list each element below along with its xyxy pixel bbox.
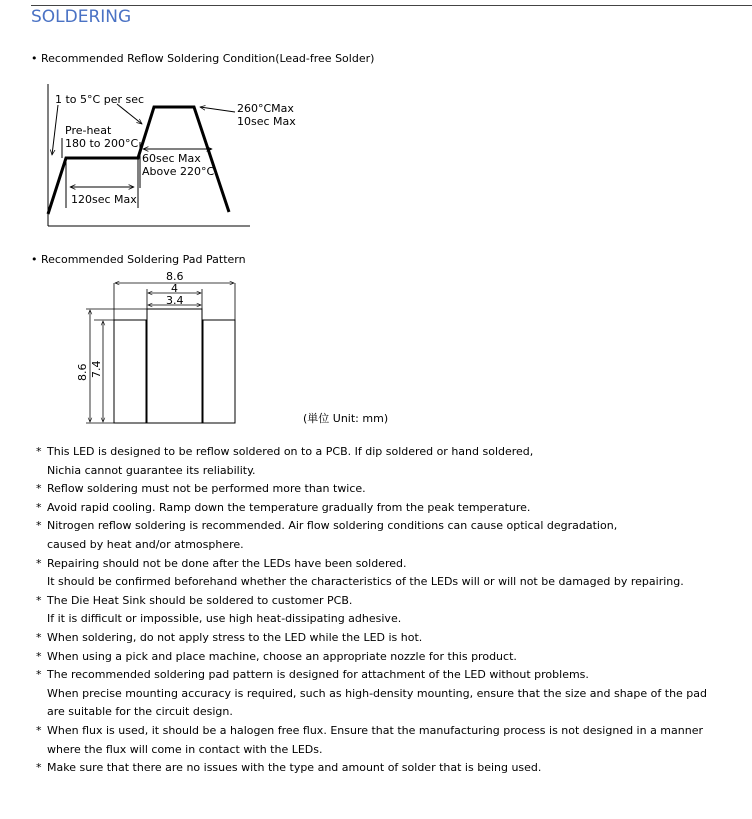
note-text: When flux is used, it should be a halogen free flux. Ensure that the manufacturing process is not designed in a manner (47, 723, 703, 737)
note-star (36, 685, 47, 704)
dim-label-inner-width: 3.4 (166, 294, 184, 307)
note-star: * (36, 630, 42, 644)
note-text: When precise mounting accuracy is required, such as high-density mounting, ensure that the size and shape of the pad (47, 686, 708, 700)
bullet-dot: • (31, 253, 38, 266)
note-text: The recommended soldering pad pattern is designed for attachment of the LED without problems. (47, 668, 589, 682)
note-text: Make sure that there are no issues with the type and amount of solder that is being used. (47, 761, 542, 775)
unit-label: (単位 Unit: mm) (303, 412, 389, 425)
note-star: * (36, 482, 42, 496)
note-star: * (36, 668, 42, 682)
note-star: * (36, 556, 42, 570)
preheat-time-label: 120sec Max (71, 193, 137, 206)
note-star: * (36, 761, 42, 775)
note-line (36, 741, 736, 760)
note-line (36, 480, 736, 499)
note-star (36, 741, 47, 760)
note-line (36, 648, 736, 667)
note-star (36, 462, 47, 481)
peak-label-1: 260°CMax (237, 102, 294, 115)
note-text: It should be confirmed beforehand whether the characteristics of the LEDs will or will not be damaged by repairing. (47, 575, 684, 589)
note-star: * (36, 445, 42, 458)
note-line (36, 517, 736, 536)
note-text: Nitrogen reflow soldering is recommended. Air flow soldering conditions can cause optical degradation, (47, 519, 618, 533)
note-line (36, 555, 736, 574)
peak-arrow (200, 107, 235, 112)
note-text: where the flux will come in contact with the LEDs. (47, 742, 323, 756)
note-line (36, 462, 736, 481)
note-star (36, 703, 47, 722)
note-star (36, 610, 47, 629)
note-star (36, 536, 47, 555)
pad-left (114, 320, 146, 423)
note-star: * (36, 723, 42, 737)
note-star (36, 573, 47, 592)
peak-label-2: 10sec Max (237, 115, 296, 128)
note-text: If it is difficult or impossible, use high heat-dissipating adhesive. (47, 612, 402, 626)
preheat-label-2: 180 to 200°C (65, 137, 139, 150)
pad-pattern-drawing (76, 270, 235, 423)
reflow-heading-text: Recommended Reflow Soldering Condition(Lead-free Solder) (41, 52, 375, 65)
note-text: are suitable for the circuit design. (47, 705, 233, 719)
note-line (36, 722, 736, 741)
note-line (36, 703, 736, 722)
note-text: Reflow soldering must not be performed more than twice. (47, 482, 366, 496)
above220-label-2: Above 220°C (142, 165, 215, 178)
note-line (36, 685, 736, 704)
note-line (36, 536, 736, 555)
note-line (36, 610, 736, 629)
dim-label-center-width: 4 (171, 282, 178, 295)
note-line (36, 499, 736, 518)
reflow-profile-chart (48, 84, 296, 226)
dim-label-pad-height: 7.4 (90, 360, 103, 378)
note-text: The Die Heat Sink should be soldered to customer PCB. (47, 593, 353, 607)
ramp-arrow-left (52, 105, 58, 155)
note-text: Avoid rapid cooling. Ramp down the temperature gradually from the peak temperature. (47, 500, 531, 514)
note-star: * (36, 593, 42, 607)
note-star: * (36, 500, 42, 514)
note-text: When using a pick and place machine, choose an appropriate nozzle for this product. (47, 649, 517, 663)
note-star: * (36, 649, 42, 663)
note-line (36, 443, 736, 462)
note-star: * (36, 519, 42, 533)
note-text: caused by heat and/or atmosphere. (47, 537, 244, 551)
section-title: SOLDERING (31, 7, 132, 27)
note-line (36, 629, 736, 648)
note-text: Nichia cannot guarantee its reliability. (47, 463, 256, 477)
note-line (36, 592, 736, 611)
pad-heading (31, 253, 246, 266)
ramp-arrow-right (117, 104, 142, 124)
note-line (36, 666, 736, 685)
note-line (36, 759, 736, 778)
pad-right (203, 320, 235, 423)
preheat-label-1: Pre-heat (65, 124, 112, 137)
ramp-label: 1 to 5°C per sec (55, 93, 145, 106)
dim-label-total-height: 8.6 (76, 363, 89, 381)
dim-label-total-width: 8.6 (166, 270, 184, 283)
notes-list (36, 443, 736, 778)
note-text: When soldering, do not apply stress to the LED while the LED is hot. (47, 630, 423, 644)
above220-label-1: 60sec Max (142, 152, 201, 165)
note-text: This LED is designed to be reflow soldered on to a PCB. If dip soldered or hand soldered, (47, 445, 534, 458)
bullet-dot: • (31, 52, 38, 65)
note-text: Repairing should not be done after the LEDs have been soldered. (47, 556, 407, 570)
note-line (36, 573, 736, 592)
pad-center (147, 309, 202, 423)
pad-heading-text: Recommended Soldering Pad Pattern (41, 253, 246, 266)
